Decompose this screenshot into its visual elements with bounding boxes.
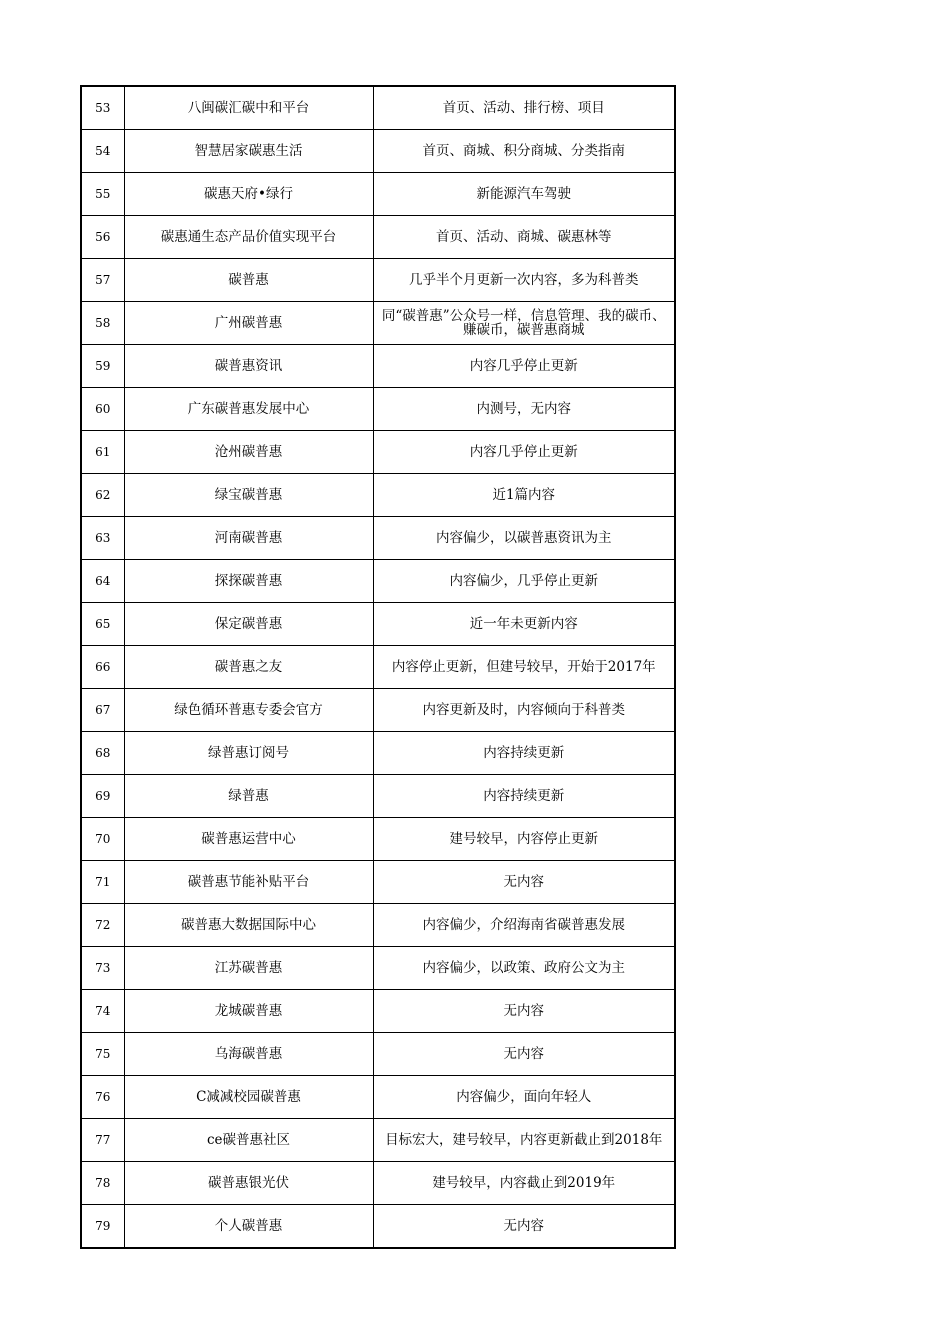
description-cell: 首页、商城、积分商城、分类指南 — [373, 130, 675, 173]
account-name-cell: 碳普惠节能补贴平台 — [124, 861, 373, 904]
table-row — [81, 517, 675, 560]
table-row — [81, 990, 675, 1033]
description-cell: 内容几乎停止更新 — [373, 345, 675, 388]
account-name-cell: 乌海碳普惠 — [124, 1033, 373, 1076]
account-name-cell: 智慧居家碳惠生活 — [124, 130, 373, 173]
row-number-cell: 53 — [81, 86, 124, 130]
table-row — [81, 560, 675, 603]
row-number-cell: 61 — [81, 431, 124, 474]
description-cell: 内测号，无内容 — [373, 388, 675, 431]
account-name-cell: 绿普惠订阅号 — [124, 732, 373, 775]
table-row — [81, 130, 675, 173]
row-number-cell: 67 — [81, 689, 124, 732]
account-name-cell: 龙城碳普惠 — [124, 990, 373, 1033]
account-name-cell: 广东碳普惠发展中心 — [124, 388, 373, 431]
account-name-cell: 绿普惠 — [124, 775, 373, 818]
table-row — [81, 818, 675, 861]
table-row — [81, 646, 675, 689]
row-number-cell: 73 — [81, 947, 124, 990]
row-number-cell: 66 — [81, 646, 124, 689]
description-cell: 内容更新及时，内容倾向于科普类 — [373, 689, 675, 732]
table-row — [81, 216, 675, 259]
table-row — [81, 173, 675, 216]
description-cell: 近一年未更新内容 — [373, 603, 675, 646]
table-row — [81, 345, 675, 388]
description-cell: 几乎半个月更新一次内容，多为科普类 — [373, 259, 675, 302]
description-cell: 建号较早，内容截止到2019年 — [373, 1162, 675, 1205]
row-number-cell: 79 — [81, 1205, 124, 1249]
account-name-cell: 个人碳普惠 — [124, 1205, 373, 1249]
table-row — [81, 1076, 675, 1119]
table-row — [81, 1033, 675, 1076]
row-number-cell: 59 — [81, 345, 124, 388]
description-cell: 建号较早，内容停止更新 — [373, 818, 675, 861]
table-row — [81, 388, 675, 431]
row-number-cell: 62 — [81, 474, 124, 517]
row-number-cell: 77 — [81, 1119, 124, 1162]
account-name-cell: C减减校园碳普惠 — [124, 1076, 373, 1119]
row-number-cell: 58 — [81, 302, 124, 345]
table-row — [81, 1119, 675, 1162]
description-cell: 内容偏少，以政策、政府公文为主 — [373, 947, 675, 990]
row-number-cell: 70 — [81, 818, 124, 861]
description-cell: 内容持续更新 — [373, 775, 675, 818]
table-row — [81, 904, 675, 947]
account-name-cell: 碳普惠银光伏 — [124, 1162, 373, 1205]
description-cell: 内容偏少，介绍海南省碳普惠发展 — [373, 904, 675, 947]
table-row — [81, 86, 675, 130]
description-cell: 首页、活动、排行榜、项目 — [373, 86, 675, 130]
account-name-cell: ce碳普惠社区 — [124, 1119, 373, 1162]
table-row — [81, 947, 675, 990]
table-row — [81, 431, 675, 474]
description-cell: 新能源汽车驾驶 — [373, 173, 675, 216]
description-cell: 同“碳普惠”公众号一样，信息管理、我的碳币、赚碳币，碳普惠商城 — [373, 302, 675, 345]
row-number-cell: 60 — [81, 388, 124, 431]
table-row — [81, 302, 675, 345]
row-number-cell: 71 — [81, 861, 124, 904]
table-row — [81, 1162, 675, 1205]
row-number-cell: 69 — [81, 775, 124, 818]
row-number-cell: 75 — [81, 1033, 124, 1076]
description-cell: 无内容 — [373, 1033, 675, 1076]
account-name-cell: 江苏碳普惠 — [124, 947, 373, 990]
account-name-cell: 保定碳普惠 — [124, 603, 373, 646]
account-name-cell: 碳普惠运营中心 — [124, 818, 373, 861]
table-row — [81, 474, 675, 517]
row-number-cell: 63 — [81, 517, 124, 560]
account-name-cell: 碳惠天府•绿行 — [124, 173, 373, 216]
row-number-cell: 68 — [81, 732, 124, 775]
account-name-cell: 广州碳普惠 — [124, 302, 373, 345]
table-row — [81, 1205, 675, 1249]
account-name-cell: 探探碳普惠 — [124, 560, 373, 603]
description-cell: 无内容 — [373, 861, 675, 904]
account-name-cell: 沧州碳普惠 — [124, 431, 373, 474]
table-body — [81, 86, 675, 1248]
table-row — [81, 603, 675, 646]
account-name-cell: 碳普惠资讯 — [124, 345, 373, 388]
account-name-cell: 绿色循环普惠专委会官方 — [124, 689, 373, 732]
row-number-cell: 64 — [81, 560, 124, 603]
account-name-cell: 碳普惠大数据国际中心 — [124, 904, 373, 947]
table-row — [81, 775, 675, 818]
row-number-cell: 54 — [81, 130, 124, 173]
account-name-cell: 八闽碳汇碳中和平台 — [124, 86, 373, 130]
description-cell: 目标宏大，建号较早，内容更新截止到2018年 — [373, 1119, 675, 1162]
description-cell: 内容几乎停止更新 — [373, 431, 675, 474]
table-row — [81, 732, 675, 775]
description-cell: 无内容 — [373, 990, 675, 1033]
row-number-cell: 56 — [81, 216, 124, 259]
description-cell: 无内容 — [373, 1205, 675, 1249]
account-name-cell: 河南碳普惠 — [124, 517, 373, 560]
account-name-cell: 碳普惠 — [124, 259, 373, 302]
row-number-cell: 76 — [81, 1076, 124, 1119]
description-cell: 内容偏少，以碳普惠资讯为主 — [373, 517, 675, 560]
table-row — [81, 259, 675, 302]
row-number-cell: 74 — [81, 990, 124, 1033]
description-cell: 近1篇内容 — [373, 474, 675, 517]
description-cell: 首页、活动、商城、碳惠林等 — [373, 216, 675, 259]
row-number-cell: 55 — [81, 173, 124, 216]
row-number-cell: 57 — [81, 259, 124, 302]
account-name-cell: 碳惠通生态产品价值实现平台 — [124, 216, 373, 259]
description-cell: 内容停止更新，但建号较早，开始于2017年 — [373, 646, 675, 689]
table-row — [81, 689, 675, 732]
account-name-cell: 绿宝碳普惠 — [124, 474, 373, 517]
table-row — [81, 861, 675, 904]
description-cell: 内容偏少，几乎停止更新 — [373, 560, 675, 603]
row-number-cell: 65 — [81, 603, 124, 646]
account-name-cell: 碳普惠之友 — [124, 646, 373, 689]
row-number-cell: 72 — [81, 904, 124, 947]
description-cell: 内容持续更新 — [373, 732, 675, 775]
row-number-cell: 78 — [81, 1162, 124, 1205]
description-cell: 内容偏少，面向年轻人 — [373, 1076, 675, 1119]
data-table — [80, 85, 676, 1249]
